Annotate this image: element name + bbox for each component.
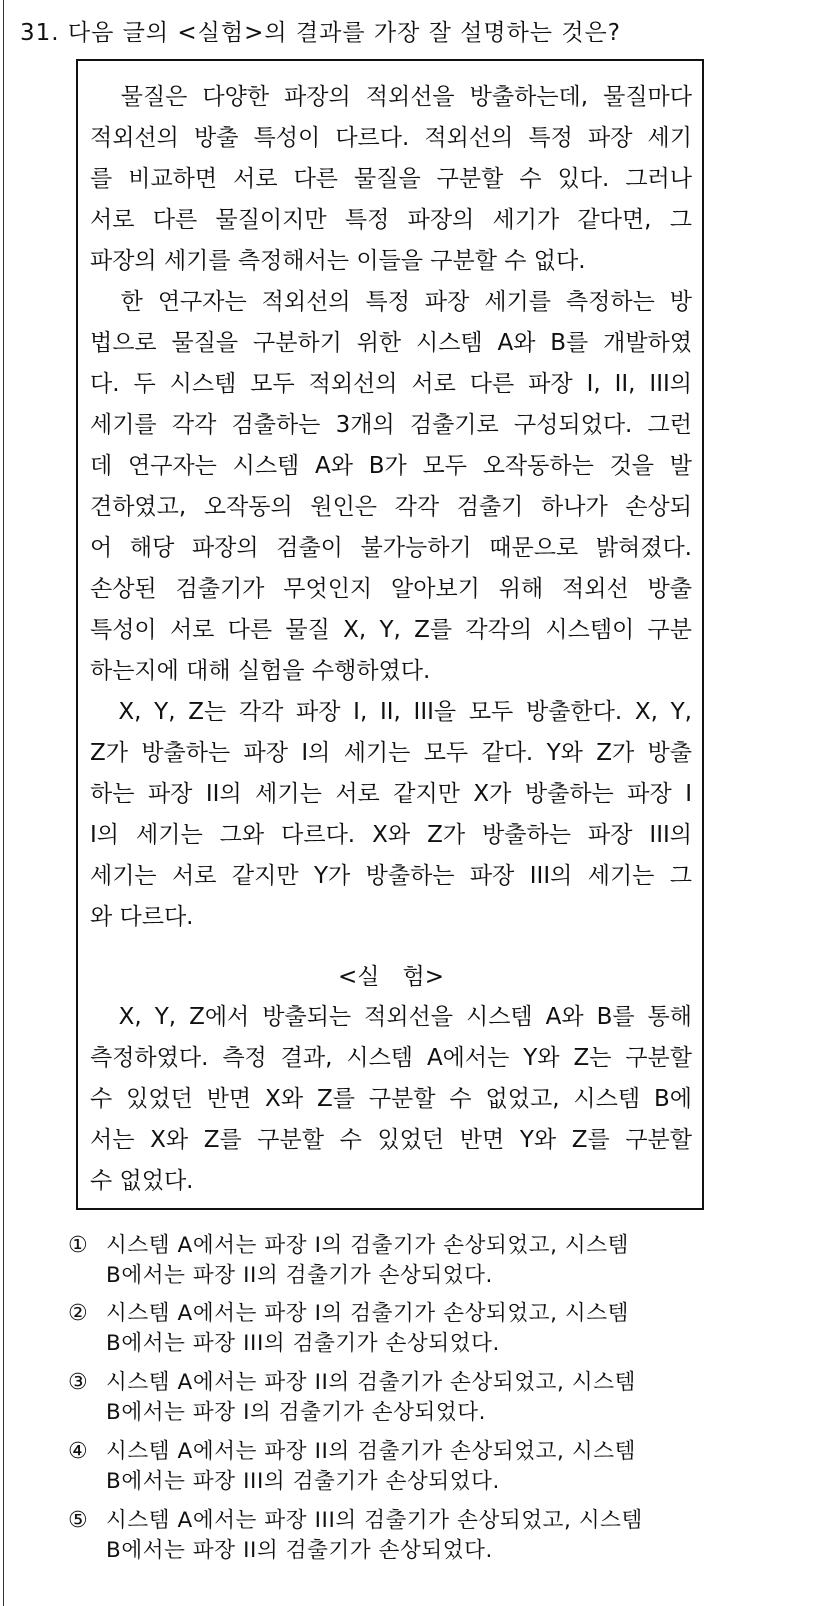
passage-line: 견하였고, 오작동의 원인은 각각 검출기 하나가 손상되	[90, 494, 692, 520]
passage-line: 데 연구자는 시스템 A와 B가 모두 오작동하는 것을 발	[90, 453, 692, 479]
passage-line: 파장의 세기를 측정해서는 이들을 구분할 수 없다.	[90, 248, 586, 274]
choice-5-text[interactable]: B에서는 파장 II의 검출기가 손상되었다.	[106, 1538, 493, 1563]
choice-number[interactable]: ①	[68, 1233, 88, 1258]
choice-number[interactable]: ⑤	[68, 1508, 88, 1533]
passage-line: I의 세기는 그와 다르다. X와 Z가 방출하는 파장 III의	[90, 822, 692, 848]
passage-line: 측정하였다. 측정 결과, 시스템 A에서는 Y와 Z는 구분할	[90, 1045, 692, 1071]
passage-line: 손상된 검출기가 무엇인지 알아보기 위해 적외선 방출	[90, 576, 692, 602]
passage-line: 물질은 다양한 파장의 적외선을 방출하는데, 물질마다	[90, 84, 692, 110]
passage-line: 하는지에 대해 실험을 수행하였다.	[90, 658, 431, 684]
choice-4-text[interactable]: B에서는 파장 III의 검출기가 손상되었다.	[106, 1469, 500, 1494]
choice-5-text[interactable]: 시스템 A에서는 파장 III의 검출기가 손상되었고, 시스템	[106, 1508, 643, 1533]
page-margin-rule	[3, 0, 4, 1606]
passage-line: 법으로 물질을 구분하기 위한 시스템 A와 B를 개발하였	[90, 330, 692, 356]
passage-line: 와 다르다.	[90, 904, 194, 930]
passage-line: 다. 두 시스템 모두 적외선의 서로 다른 파장 I, II, III의	[90, 371, 692, 397]
passage-line: X, Y, Z는 각각 파장 I, II, III을 모두 방출한다. X, Y,	[90, 699, 692, 725]
choice-3-text[interactable]: 시스템 A에서는 파장 II의 검출기가 손상되었고, 시스템	[106, 1370, 636, 1395]
passage-line: 어 해당 파장의 검출이 불가능하기 때문으로 밝혀졌다.	[90, 535, 692, 561]
choice-number[interactable]: ③	[68, 1370, 88, 1395]
passage-line: 수 있었던 반면 X와 Z를 구분할 수 없었고, 시스템 B에	[90, 1086, 692, 1112]
passage-line: 특성이 서로 다른 물질 X, Y, Z를 각각의 시스템이 구분	[90, 617, 692, 643]
choice-number[interactable]: ④	[68, 1439, 88, 1464]
passage-line: 서는 X와 Z를 구분할 수 있었던 반면 Y와 Z를 구분할	[90, 1127, 692, 1153]
choice-2-text[interactable]: B에서는 파장 III의 검출기가 손상되었다.	[106, 1331, 500, 1356]
choice-2-text[interactable]: 시스템 A에서는 파장 I의 검출기가 손상되었고, 시스템	[106, 1301, 630, 1326]
passage-line: X, Y, Z에서 방출되는 적외선을 시스템 A와 B를 통해	[90, 1004, 692, 1030]
passage-box	[76, 59, 704, 1210]
passage-line: 하는 파장 II의 세기는 서로 같지만 X가 방출하는 파장 I	[90, 781, 692, 807]
choice-3-text[interactable]: B에서는 파장 I의 검출기가 손상되었다.	[106, 1400, 486, 1425]
experiment-heading: <실 험>	[338, 964, 444, 990]
passage-line: 수 없었다.	[90, 1168, 194, 1194]
passage-line: 세기는 서로 같지만 Y가 방출하는 파장 III의 세기는 그	[90, 863, 692, 889]
passage-line: 세기를 각각 검출하는 3개의 검출기로 구성되었다. 그런	[90, 412, 692, 438]
choice-4-text[interactable]: 시스템 A에서는 파장 II의 검출기가 손상되었고, 시스템	[106, 1439, 636, 1464]
passage-line: Z가 방출하는 파장 I의 세기는 모두 같다. Y와 Z가 방출	[90, 740, 692, 766]
passage-line: 한 연구자는 적외선의 특정 파장 세기를 측정하는 방	[90, 289, 692, 315]
passage-line: 적외선의 방출 특성이 다르다. 적외선의 특정 파장 세기	[90, 125, 692, 151]
passage-line: 를 비교하면 서로 다른 물질을 구분할 수 있다. 그러나	[90, 166, 692, 192]
choice-1-text[interactable]: B에서는 파장 II의 검출기가 손상되었다.	[106, 1263, 493, 1288]
choice-1-text[interactable]: 시스템 A에서는 파장 I의 검출기가 손상되었고, 시스템	[106, 1233, 630, 1258]
choice-number[interactable]: ②	[68, 1301, 88, 1326]
question-title: 31. 다음 글의 <실험>의 결과를 가장 잘 설명하는 것은?	[20, 20, 621, 46]
passage-line: 서로 다른 물질이지만 특정 파장의 세기가 같다면, 그	[90, 207, 692, 233]
